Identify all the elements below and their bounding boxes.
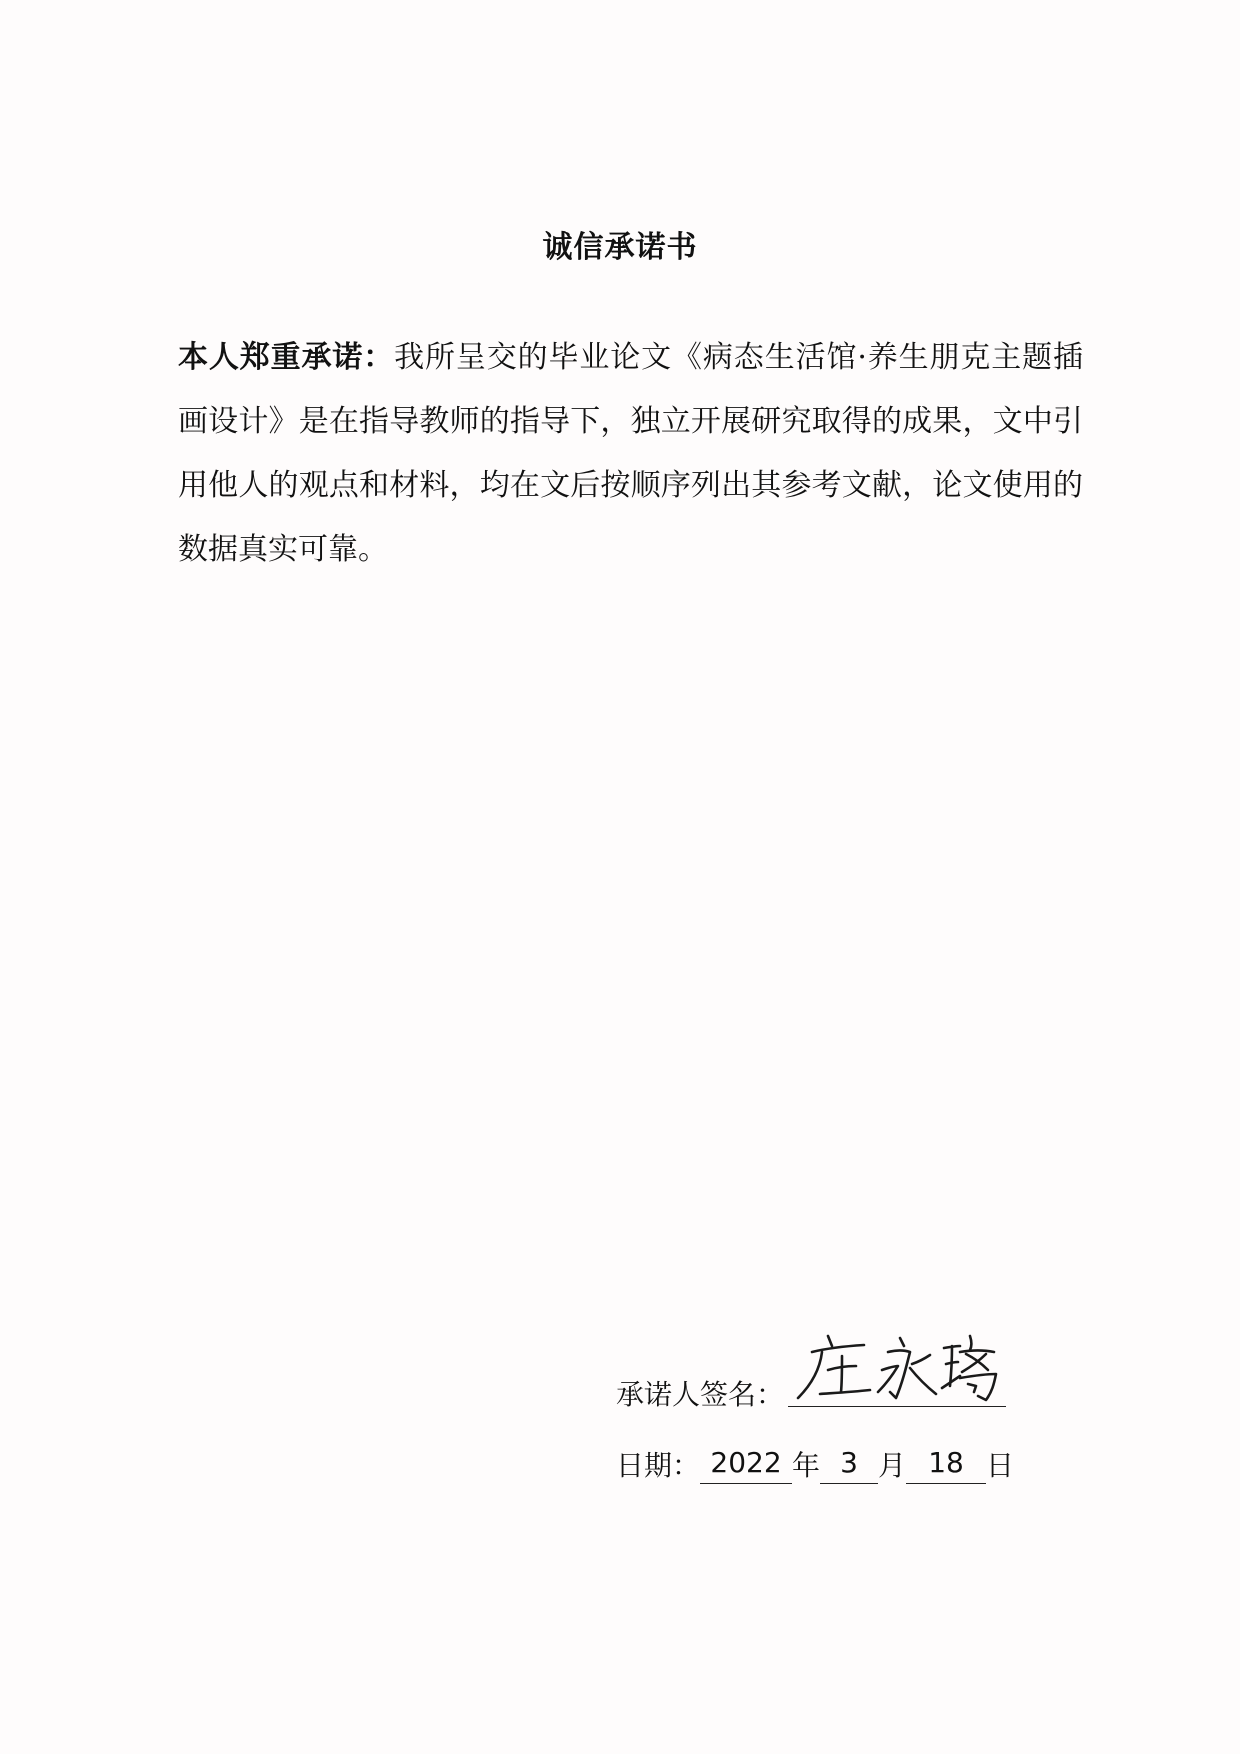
pledge-body: 我所呈交的毕业论文《病态生活馆·养生朋克主题插画设计》是在指导教师的指导下，独立开展研究取得的成果，文中引用他人的观点和材料，均在文后按顺序列出其参考文献，论文使用的数据真实可靠。 <box>178 340 1084 567</box>
date-day-unit: 日 <box>986 1449 1015 1482</box>
date-year-unit: 年 <box>792 1449 821 1482</box>
signature-field <box>788 1326 1006 1407</box>
signature-label: 承诺人签名： <box>616 1378 785 1411</box>
pledge-lead: 本人郑重承诺： <box>178 340 395 375</box>
signature-line <box>616 1365 1006 1413</box>
page-title: 诚信承诺书 <box>542 230 698 265</box>
date-day: 18 <box>906 1443 986 1484</box>
handwritten-signature <box>788 1326 1006 1406</box>
date-year: 2022 <box>700 1443 792 1484</box>
date-month-unit: 月 <box>878 1449 907 1482</box>
date-month: 3 <box>820 1443 878 1484</box>
date-label: 日期： <box>616 1449 701 1482</box>
pledge-paragraph <box>178 326 1083 582</box>
date-line <box>616 1436 1014 1484</box>
